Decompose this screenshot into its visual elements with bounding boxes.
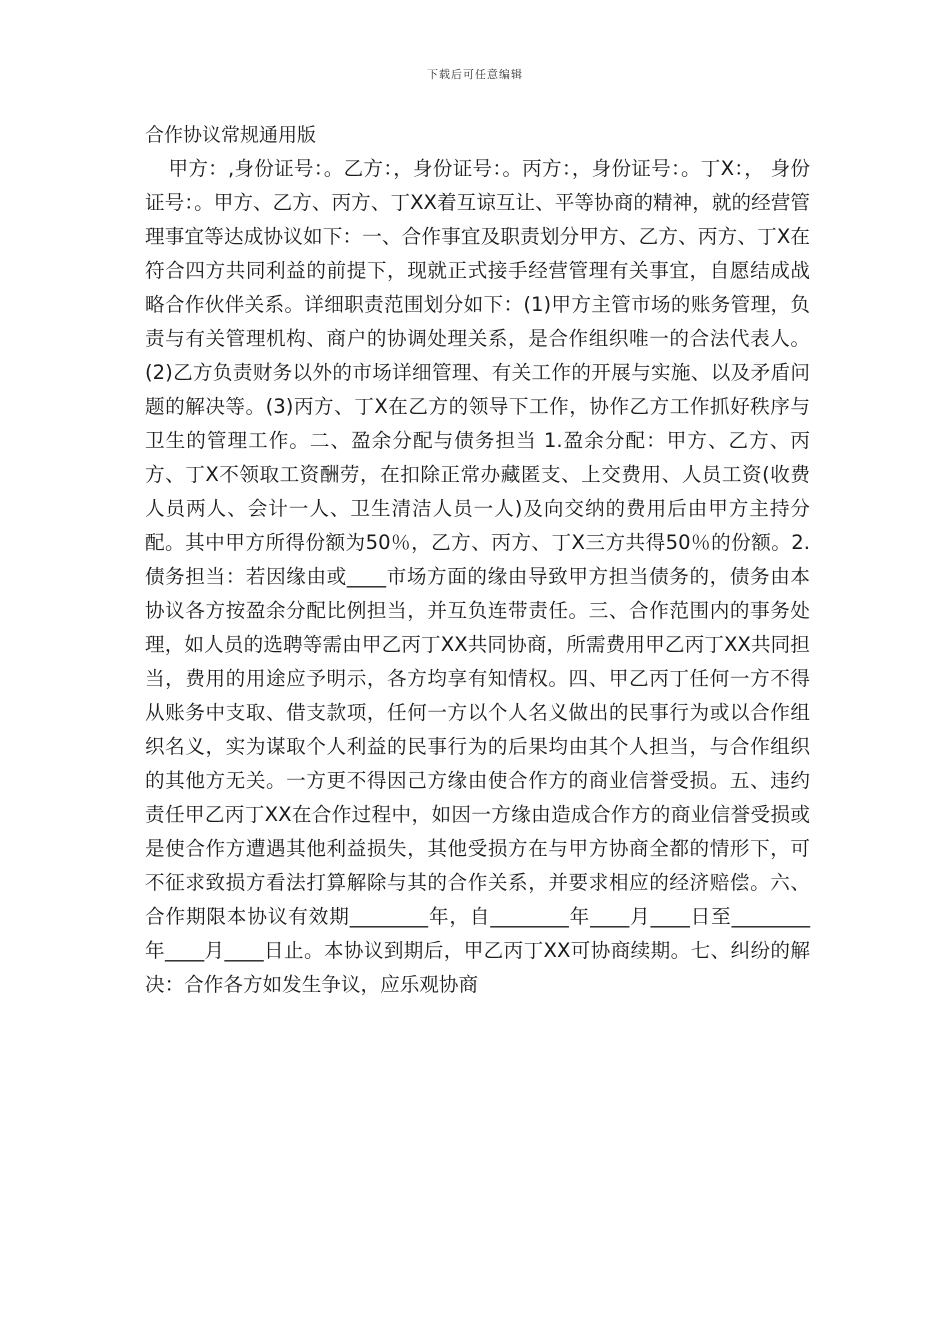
header-note: 下载后可任意编辑 (427, 68, 523, 81)
document-title: 合作协议常规通用版 (145, 124, 317, 146)
document-body: 甲方：,身份证号：。乙方：，身份证号：。丙方：，身份证号：。丁X：， 身份证号：。甲方、乙方、丙方、丁XX着互谅互让、平等协商的精神，就的经营管理事宜等达成协议如下：一、合作事宜及职责划分甲方、乙方、丙方、丁X在符合四方共同利益的前提下，现就正式接手经营管理有关事宜，自愿结成战略合作伙伴关系。详细职责范围划分如下：(1)甲方主管市场的账务管理，负责与有关管理机构、商户的协调处理关系，是合作组织唯一的合法代表人。(2)乙方负责财务以外的市场详细管理、有关工作的开展与实施、以及矛盾问题的解决等。(3)丙方、丁X在乙方的领导下工作，协作乙方工作抓好秩序与卫生的管理工作。二、盈余分配与债务担当 1.盈余分配：甲方、乙方、丙方、丁X不领取工资酬劳，在扣除正常办藏匿支、上交费用、人员工资(收费人员两人、会计一人、卫生清洁人员一人)及向交纳的费用后由甲方主持分配。其中甲方所得份额为50％，乙方、丙方、丁X三方共得50％的份额。2.债务担当：若因缘由或____市场方面的缘由导致甲方担当债务的，债务由本协议各方按盈余分配比例担当，并互负连带责任。三、合作范围内的事务处理，如人员的选聘等需由甲乙丙丁XX共同协商，所需费用甲乙丙丁XX共同担当，费用的用途应予明示，各方均享有知情权。四、甲乙丙丁任何一方不得从账务中支取、借支款项，任何一方以个人名义做出的民事行为或以合作组织名义，实为谋取个人利益的民事行为的后果均由其个人担当，与合作组织的其他方无关。一方更不得因己方缘由使合作方的商业信誉受损。五、违约责任甲乙丙丁XX在合作过程中，如因一方缘由造成合作方的商业信誉受损或是使合作方遭遇其他利益损失，其他受损方在与甲方协商全都的情形下，可不征求致损方看法打算解除与其的合作关系，并要求相应的经济赔偿。六、合作期限本协议有效期________年，自________年____月____日至________年____月____日止。本协议到期后，甲乙丙丁XX可协商续期。七、纠纷的解决：合作各方如发生争议，应乐观协商 (145, 157, 810, 996)
document-content (145, 118, 810, 1002)
